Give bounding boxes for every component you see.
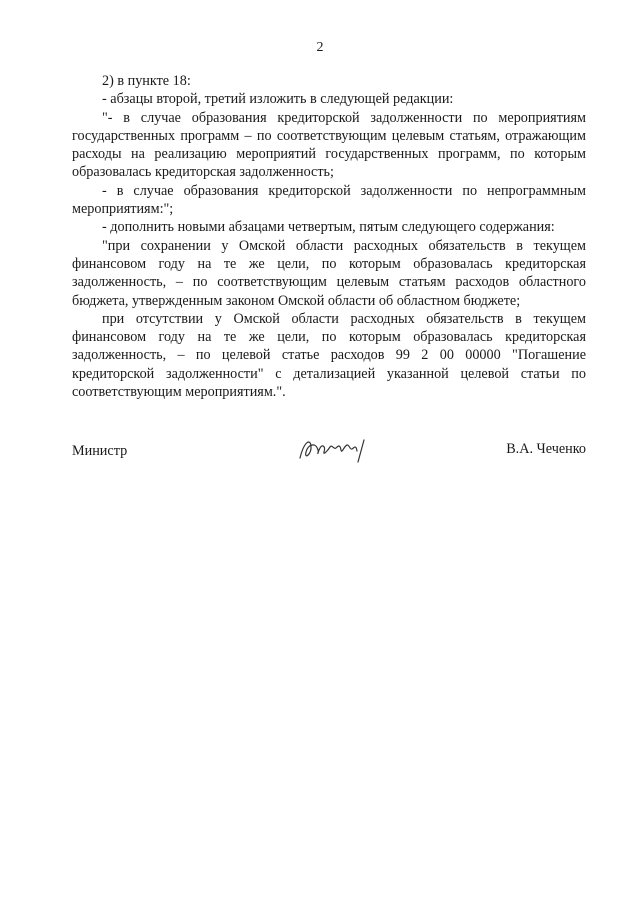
paragraph-item-2: - абзацы второй, третий изложить в следующей редакции: [102,91,454,108]
page-number: 2 [316,40,324,55]
paragraph-item-6: "при сохранении у Омской области расходных обязательств в текущем финансовом году на те же цели, по которым образовалась кредиторская задолженность, – по соответствующим целевым статьям расходов областного бюджета, утвержденным законом Омской области об областном бюджете; [72,237,586,309]
signatory-name: В.А. Чеченко [506,441,586,457]
paragraph-item-5: - дополнить новыми абзацами четвертым, пятым следующего содержания: [102,219,555,236]
handwritten-signature [294,432,384,464]
paragraph-item-1: 2) в пункте 18: [102,73,191,89]
document-body [72,72,586,401]
paragraph-item-3: "- в случае образования кредиторской задолженности по мероприятиям государственных программ – по соответствующим целевым статьям, отражающим расходы на реализацию мероприятий государственных программ, по которым образовалась кредиторская задолженность; [72,109,586,181]
paragraph-item-7: при отсутствии у Омской области расходных обязательств в текущем финансовом году на те же цели, по которым образовалась кредиторская задолженность, – по целевой статье расходов 99 2 00 00000 "Погашение кредиторской задолженности" с детализацией указанной целевой статьи по соответствующим мероприятиям.". [72,310,586,401]
paragraph-item-4: - в случае образования кредиторской задолженности по непрограммным мероприятиям:"; [72,182,586,218]
signature-block [72,432,586,472]
signatory-title: Министр [72,443,128,459]
